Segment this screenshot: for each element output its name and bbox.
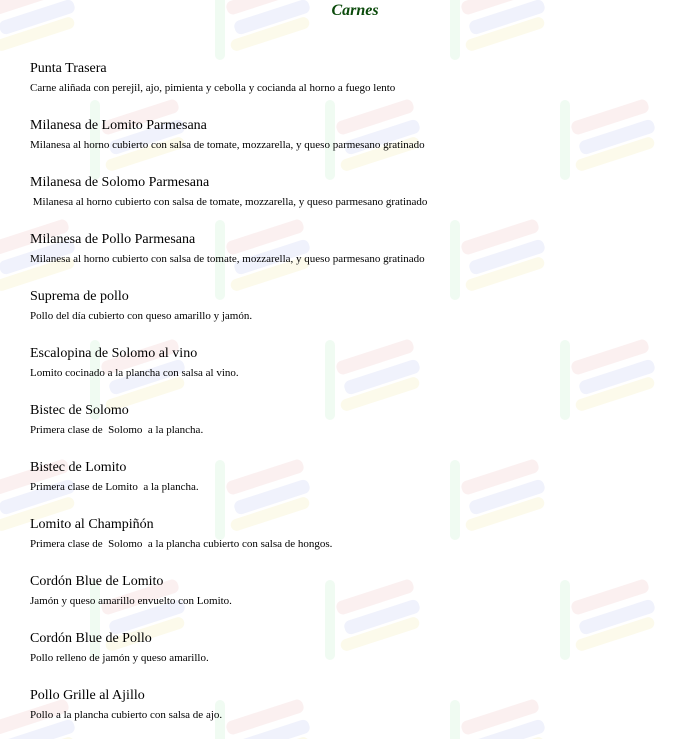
- item-description: Milanesa al horno cubierto con salsa de tomate, mozzarella, y queso parmesano gratinado: [30, 139, 425, 151]
- item-description: Pollo relleno de jamón y queso amarillo.: [30, 652, 209, 664]
- item-description: Pollo a la plancha cubierto con salsa de ajo.: [30, 709, 223, 721]
- item-name: Milanesa de Solomo Parmesana: [30, 175, 210, 190]
- item-description: Pollo del día cubierto con queso amarillo y jamón.: [30, 310, 253, 322]
- item-description: Lomito cocinado a la plancha con salsa al vino.: [30, 367, 239, 379]
- item-name: Pollo Grille al Ajillo: [30, 688, 145, 703]
- item-name: Cordón Blue de Pollo: [30, 631, 152, 646]
- menu-item: [30, 288, 650, 345]
- item-name: Cordón Blue de Lomito: [30, 574, 164, 589]
- item-name: Bistec de Lomito: [30, 460, 127, 475]
- menu-item: [30, 231, 650, 288]
- item-description: Carne aliñada con perejil, ajo, pimienta y cebolla y cocianda al horno a fuego lento: [30, 82, 396, 94]
- item-description: Milanesa al horno cubierto con salsa de tomate, mozzarella, y queso parmesano gratinado: [30, 253, 425, 265]
- menu-item: [30, 345, 650, 402]
- menu-item: [30, 573, 650, 630]
- item-description: Milanesa al horno cubierto con salsa de tomate, mozzarella, y queso parmesano gratinado: [30, 196, 428, 208]
- item-description: Jamón y queso amarillo envuelto con Lomito.: [30, 595, 232, 607]
- item-description: Primera clase de Solomo a la plancha cubierto con salsa de hongos.: [30, 538, 333, 550]
- menu-item: [30, 630, 650, 687]
- item-name: Bistec de Solomo: [30, 403, 129, 418]
- item-name: Lomito al Champiñón: [30, 517, 154, 532]
- item-name: Milanesa de Pollo Parmesana: [30, 232, 196, 247]
- menu-item: [30, 516, 650, 573]
- item-name: Suprema de pollo: [30, 289, 129, 304]
- menu-item: [30, 174, 650, 231]
- item-description: Primera clase de Solomo a la plancha.: [30, 424, 204, 436]
- menu-item: [30, 117, 650, 174]
- menu-item: [30, 687, 650, 744]
- menu-item: [30, 459, 650, 516]
- page-title: Carnes: [331, 2, 379, 19]
- item-description: Primera clase de Lomito a la plancha.: [30, 481, 199, 493]
- item-name: Milanesa de Lomito Parmesana: [30, 118, 207, 133]
- menu-item: [30, 60, 650, 117]
- menu-item: [30, 402, 650, 459]
- item-name: Escalopina de Solomo al vino: [30, 346, 198, 361]
- menu-list: [30, 60, 650, 744]
- item-name: Punta Trasera: [30, 61, 107, 76]
